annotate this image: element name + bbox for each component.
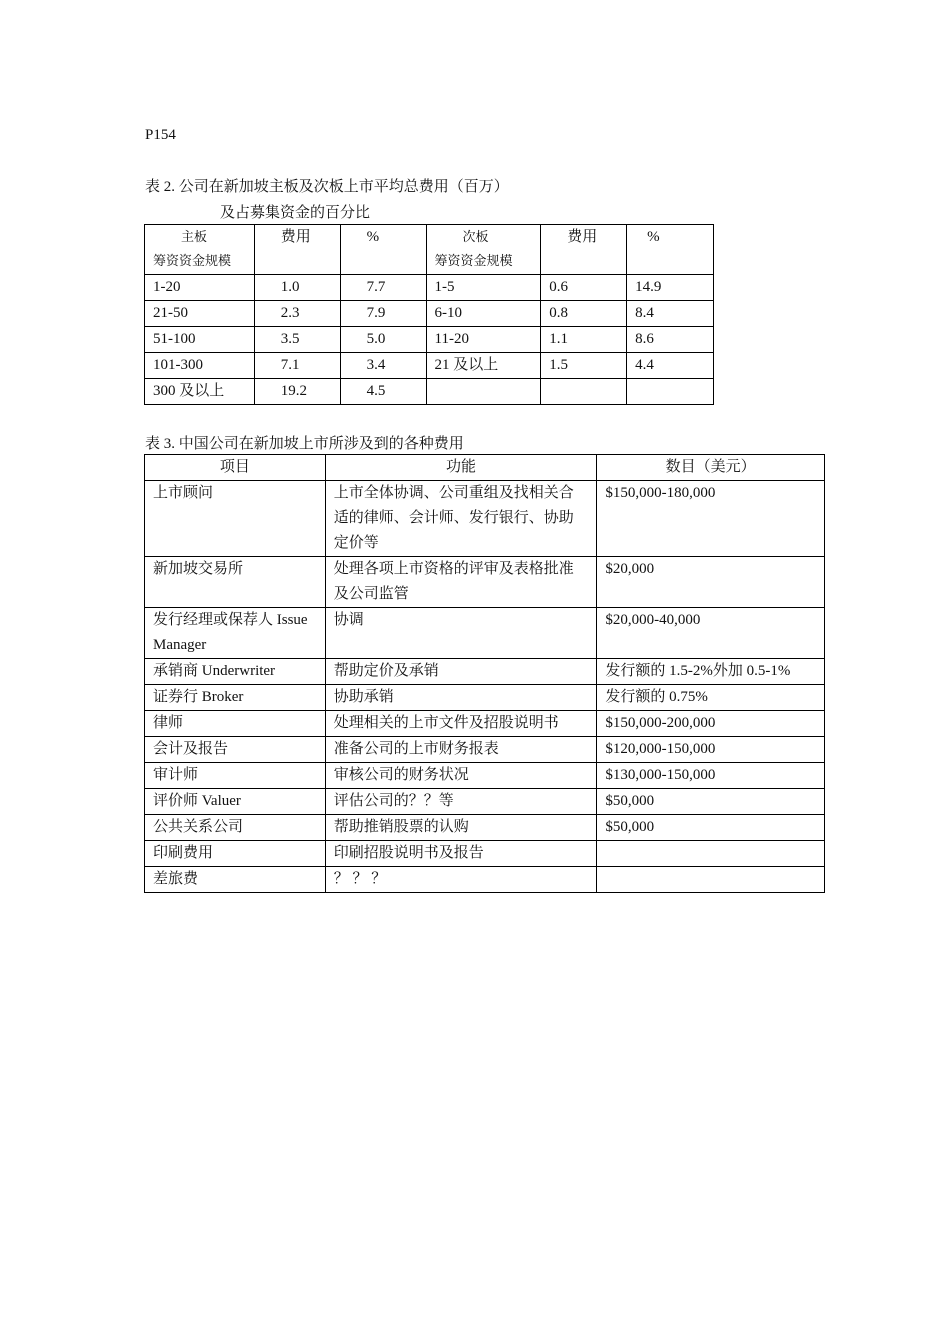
table-row — [145, 557, 825, 608]
table-cell: 评价师 Valuer — [145, 789, 326, 815]
table-row — [145, 789, 825, 815]
table-cell: ？ ？ ？ — [325, 867, 597, 893]
table-cell: $20,000 — [597, 557, 825, 608]
table-row — [145, 841, 825, 867]
table-cell: $50,000 — [597, 789, 825, 815]
table-row — [145, 711, 825, 737]
table-cell: $150,000-180,000 — [597, 481, 825, 557]
table-cell: 14.9 — [627, 275, 714, 301]
second-board-sublabel: 筹资资金规模 — [434, 253, 513, 268]
table2-title: 表 2. 公司在新加坡主板及次板上市平均总费用（百万） — [145, 179, 509, 195]
second-board-header — [426, 225, 541, 275]
table-cell: 差旅费 — [145, 867, 326, 893]
fee-header: 费用 — [541, 225, 627, 275]
second-board-label: 次板 — [462, 229, 489, 244]
table-header-row — [145, 225, 714, 275]
table-cell: 7.9 — [340, 301, 426, 327]
table-cell: 处理相关的上市文件及招股说明书 — [325, 711, 597, 737]
table-row — [145, 327, 714, 353]
table-row — [145, 685, 825, 711]
table-cell: $120,000-150,000 — [597, 737, 825, 763]
table-cell: 承销商 Underwriter — [145, 659, 326, 685]
percent-header: % — [627, 225, 714, 275]
table-cell: 律师 — [145, 711, 326, 737]
table-cell: 印刷费用 — [145, 841, 326, 867]
table-cell: 发行经理或保荐人 Issue Manager — [145, 608, 326, 659]
table-cell: 印刷招股说明书及报告 — [325, 841, 597, 867]
table-cell: 5.0 — [340, 327, 426, 353]
table-cell: 0.8 — [541, 301, 627, 327]
table-cell: 7.1 — [254, 353, 340, 379]
table-cell: 2.3 — [254, 301, 340, 327]
table-cell — [426, 379, 541, 405]
table-cell: 会计及报告 — [145, 737, 326, 763]
table-cell: 公共关系公司 — [145, 815, 326, 841]
table-cell: 1.5 — [541, 353, 627, 379]
table-cell — [597, 867, 825, 893]
table-cell: 帮助推销股票的认购 — [325, 815, 597, 841]
table-cell: 4.5 — [340, 379, 426, 405]
table-row — [145, 659, 825, 685]
table-cell: 101-300 — [145, 353, 255, 379]
main-board-header — [145, 225, 255, 275]
function-header: 功能 — [325, 455, 597, 481]
listing-cost-table — [144, 224, 714, 405]
table-header-row — [145, 455, 825, 481]
table-row — [145, 379, 714, 405]
percent-header: % — [340, 225, 426, 275]
table-row — [145, 608, 825, 659]
table-cell: 上市顾问 — [145, 481, 326, 557]
table-cell — [627, 379, 714, 405]
table-cell: 新加坡交易所 — [145, 557, 326, 608]
table-row — [145, 301, 714, 327]
main-board-sublabel: 筹资资金规模 — [153, 253, 232, 268]
table-cell: 1.0 — [254, 275, 340, 301]
table-cell: 19.2 — [254, 379, 340, 405]
table-cell: 51-100 — [145, 327, 255, 353]
table-cell: $50,000 — [597, 815, 825, 841]
table-cell: 4.4 — [627, 353, 714, 379]
table-row — [145, 763, 825, 789]
table-cell: 8.4 — [627, 301, 714, 327]
table-cell: 协调 — [325, 608, 597, 659]
table-cell: 评估公司的？？等 — [325, 789, 597, 815]
table-cell: 11-20 — [426, 327, 541, 353]
table-cell: 8.6 — [627, 327, 714, 353]
table-cell: 上市全体协调、公司重组及找相关合适的律师、会计师、发行银行、协助定价等 — [325, 481, 597, 557]
table-cell: 证券行 Broker — [145, 685, 326, 711]
table-cell: 发行额的 0.75% — [597, 685, 825, 711]
table-row — [145, 815, 825, 841]
table-cell: 1.1 — [541, 327, 627, 353]
table-cell: 审核公司的财务状况 — [325, 763, 597, 789]
table-row — [145, 481, 825, 557]
table2-subtitle: 及占募集资金的百分比 — [220, 205, 371, 221]
table-cell: 6-10 — [426, 301, 541, 327]
table-cell — [541, 379, 627, 405]
table-cell: 21 及以上 — [426, 353, 541, 379]
table-cell: $20,000-40,000 — [597, 608, 825, 659]
main-board-label: 主板 — [181, 229, 208, 244]
item-header: 项目 — [145, 455, 326, 481]
table-cell: 21-50 — [145, 301, 255, 327]
table-cell: 协助承销 — [325, 685, 597, 711]
table-cell: 处理各项上市资格的评审及表格批准及公司监管 — [325, 557, 597, 608]
table-cell: 300 及以上 — [145, 379, 255, 405]
table-row — [145, 737, 825, 763]
table-cell: 3.5 — [254, 327, 340, 353]
table-row — [145, 275, 714, 301]
table-cell: 审计师 — [145, 763, 326, 789]
fee-header: 费用 — [254, 225, 340, 275]
table-row — [145, 867, 825, 893]
table-cell: 1-5 — [426, 275, 541, 301]
table-cell — [597, 841, 825, 867]
table-cell: 3.4 — [340, 353, 426, 379]
table-cell: 1-20 — [145, 275, 255, 301]
table-cell: $150,000-200,000 — [597, 711, 825, 737]
fee-items-table — [144, 454, 825, 893]
table-cell: 准备公司的上市财务报表 — [325, 737, 597, 763]
table-cell: 帮助定价及承销 — [325, 659, 597, 685]
table-cell: 7.7 — [340, 275, 426, 301]
page-label: P154 — [145, 127, 176, 143]
table-cell: 发行额的 1.5-2%外加 0.5-1% — [597, 659, 825, 685]
table-cell: 0.6 — [541, 275, 627, 301]
table-cell: $130,000-150,000 — [597, 763, 825, 789]
table3-title: 表 3. 中国公司在新加坡上市所涉及到的各种费用 — [145, 436, 464, 452]
table-row — [145, 353, 714, 379]
amount-header: 数目（美元） — [597, 455, 825, 481]
